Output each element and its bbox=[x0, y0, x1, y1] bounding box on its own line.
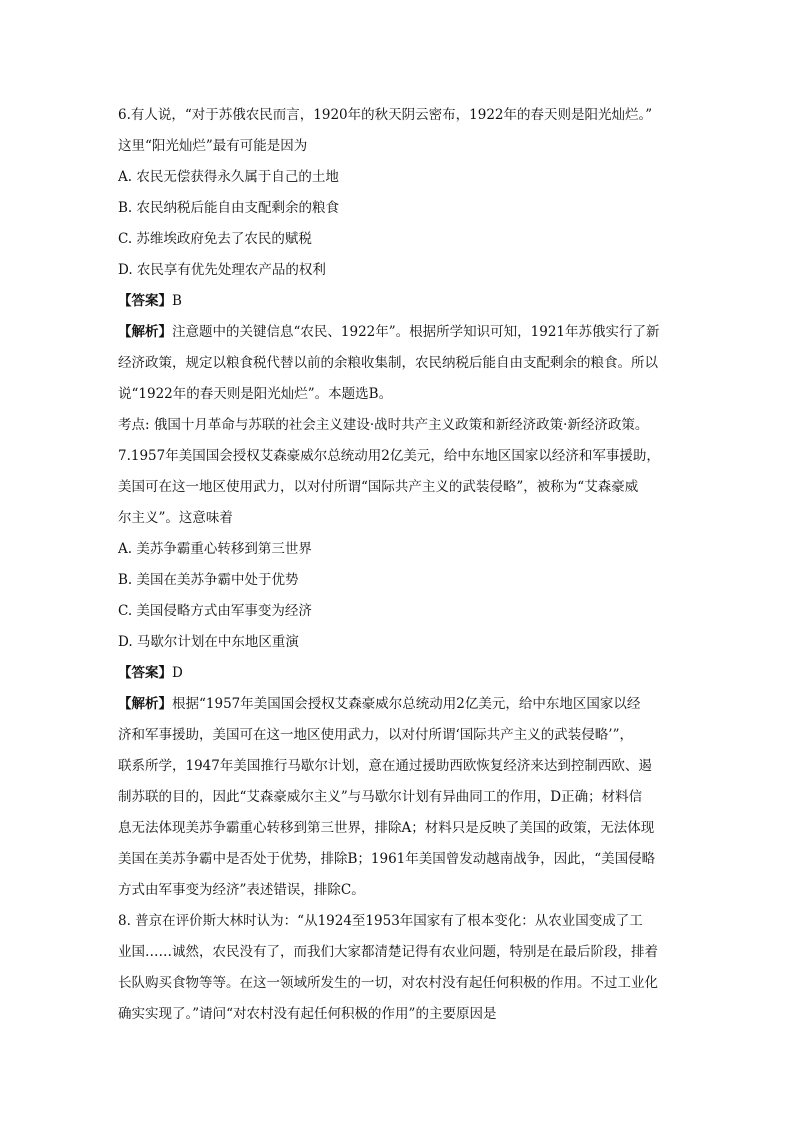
question-6-option-a: A. 农民无偿获得永久属于自己的土地 bbox=[118, 169, 339, 185]
question-8-stem-line-4: 确实实现了。”请问“对农村没有起任何积极的作用”的主要原因是 bbox=[118, 1006, 497, 1022]
question-6-stem-line-1: 6.有人说，“对于苏俄农民而言，1920年的秋天阴云密布，1922年的春天则是阳光灿烂。” bbox=[118, 107, 653, 123]
analysis-text: 根据“1957年美国国会授权艾森豪威尔总统动用2亿美元，给中东地区国家以经 bbox=[172, 696, 641, 712]
question-7-analysis-line-5: 息无法体现美苏争霸重心转移到第三世界，排除A；材料只是反映了美国的政策，无法体现 bbox=[118, 820, 655, 836]
question-7-stem-line-3: 尔主义”。这意味着 bbox=[118, 510, 233, 526]
question-6-analysis-line-2: 经济政策，规定以粮食税代替以前的余粮收集制，农民纳税后能自由支配剩余的粮食。所以 bbox=[118, 355, 658, 371]
question-7 bbox=[118, 441, 678, 906]
answer-label: 【答案】 bbox=[118, 665, 172, 681]
question-8-stem-line-2: 业国……诚然，农民没有了，而我们大家都清楚记得有农业问题，特别是在最后阶段，排着 bbox=[118, 944, 658, 960]
document-content bbox=[118, 100, 678, 1030]
question-6-kaodian: 考点: 俄国十月革命与苏联的社会主义建设·战时共产主义政策和新经济政策·新经济政策。 bbox=[118, 417, 649, 433]
question-7-analysis-line-7: 方式由军事变为经济”表述错误，排除C。 bbox=[118, 882, 365, 898]
question-7-stem-line-2: 美国可在这一地区使用武力，以对付所谓“国际共产主义的武装侵略”，被称为“艾森豪威 bbox=[118, 479, 639, 495]
question-7-option-b: B. 美国在美苏争霸中处于优势 bbox=[118, 572, 299, 588]
answer-value: B bbox=[172, 293, 182, 309]
question-7-option-a: A. 美苏争霸重心转移到第三世界 bbox=[118, 541, 312, 557]
question-8 bbox=[118, 906, 678, 1030]
question-7-analysis-line-2: 济和军事援助，美国可在这一地区使用武力，以对付所谓‘国际共产主义的武装侵略’”， bbox=[118, 727, 633, 743]
answer-value: D bbox=[172, 665, 183, 681]
question-7-option-d: D. 马歇尔计划在中东地区重演 bbox=[118, 634, 299, 650]
question-8-stem-line-3: 长队购买食物等等。在这一领域所发生的一切，对农村没有起任何积极的作用。不过工业化 bbox=[118, 975, 658, 991]
question-7-analysis-line-4: 制苏联的目的，因此“艾森豪威尔主义”与马歇尔计划有异曲同工的作用，D正确；材料信 bbox=[118, 789, 643, 805]
question-7-stem-line-1: 7.1957年美国国会授权艾森豪威尔总统动用2亿美元，给中东地区国家以经济和军事援助， bbox=[118, 448, 660, 464]
question-6-answer bbox=[118, 286, 678, 317]
question-6-option-c: C. 苏维埃政府免去了农民的赋税 bbox=[118, 231, 312, 247]
analysis-label: 【解析】 bbox=[118, 324, 172, 340]
question-7-analysis-line-1 bbox=[118, 689, 678, 720]
question-6-stem-line-2: 这里“阳光灿烂”最有可能是因为 bbox=[118, 138, 308, 154]
question-6-option-b: B. 农民纳税后能自由支配剩余的粮食 bbox=[118, 200, 340, 216]
analysis-label: 【解析】 bbox=[118, 696, 172, 712]
question-7-option-c: C. 美国侵略方式由军事变为经济 bbox=[118, 603, 312, 619]
question-6-analysis-line-1 bbox=[118, 317, 678, 348]
question-7-analysis-line-6: 美国在美苏争霸中是否处于优势，排除B；1961年美国曾发动越南战争，因此，“美国侵略 bbox=[118, 851, 656, 867]
question-6 bbox=[118, 100, 678, 441]
question-7-answer bbox=[118, 658, 678, 689]
question-7-analysis-line-3: 联系所学，1947年美国推行马歇尔计划，意在通过援助西欧恢复经济来达到控制西欧、遏 bbox=[118, 758, 652, 774]
answer-label: 【答案】 bbox=[118, 293, 172, 309]
question-8-stem-line-1: 8. 普京在评价斯大林时认为：“从1924至1953年国家有了根本变化：从农业国变成了工 bbox=[118, 913, 643, 929]
analysis-text: 注意题中的关键信息“农民、1922年”。根据所学知识可知，1921年苏俄实行了新 bbox=[172, 324, 660, 340]
question-6-analysis-line-3: 说“1922年的春天则是阳光灿烂”。本题选B。 bbox=[118, 386, 393, 402]
question-6-option-d: D. 农民享有优先处理农产品的权利 bbox=[118, 262, 326, 278]
